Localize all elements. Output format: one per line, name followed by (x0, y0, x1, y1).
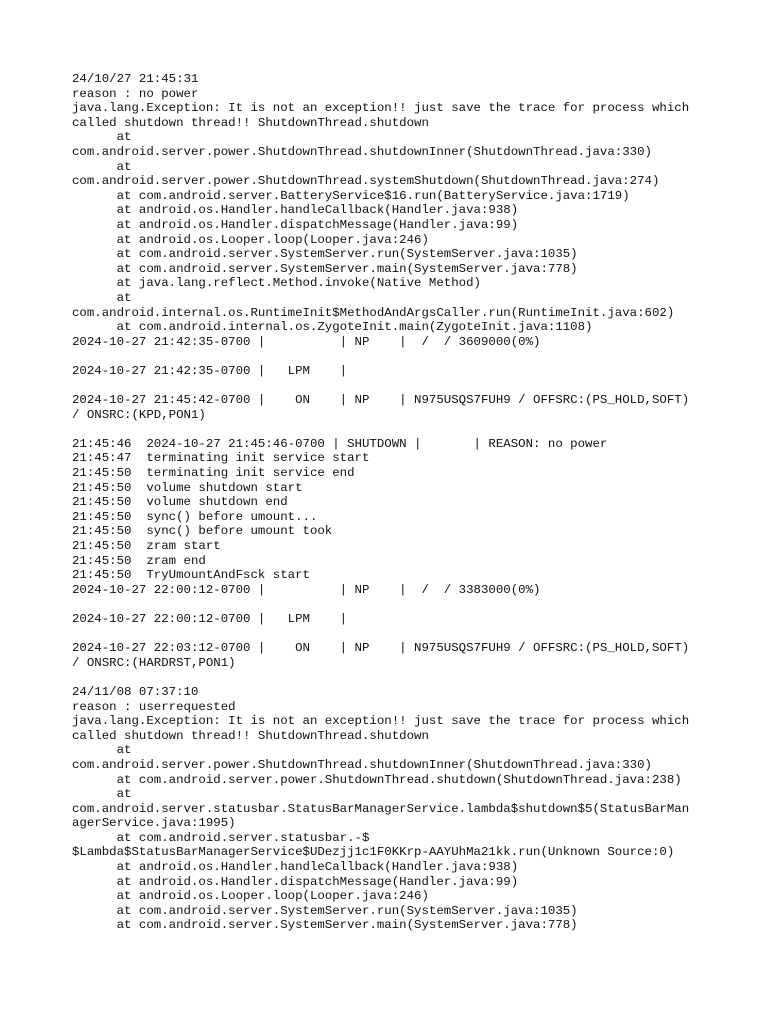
log-line: 21:45:50 zram end (72, 553, 206, 568)
log-line: 2024-10-27 21:45:42-0700 | ON | NP | N975USQS7FUH9 / OFFSRC:(PS_HOLD,SOFT) (72, 393, 690, 408)
log-line: / ONSRC:(KPD,PON1) (72, 407, 206, 422)
log-line: 21:45:50 terminating init service end (72, 466, 355, 481)
log-line: 2024-10-27 21:42:35-0700 | LPM | (72, 363, 348, 378)
log-line: at android.os.Looper.loop(Looper.java:246) (72, 232, 429, 247)
log-line: 21:45:47 terminating init service start (72, 451, 370, 466)
log-line: 21:45:50 sync() before umount... (72, 509, 318, 524)
log-line: called shutdown thread!! ShutdownThread.shutdown (72, 728, 429, 743)
log-line: at com.android.server.BatteryService$16.run(BatteryService.java:1719) (72, 188, 630, 203)
log-line: reason : no power (72, 86, 199, 101)
log-line: reason : userrequested (72, 699, 236, 714)
log-line: at com.android.server.SystemServer.run(SystemServer.java:1035) (72, 247, 578, 262)
log-line: com.android.server.statusbar.StatusBarManagerService.lambda$shutdown$5(StatusBarMan (72, 801, 690, 816)
log-line: 2024-10-27 22:00:12-0700 | | NP | / / 3383000(0%) (72, 582, 541, 597)
log-line: at android.os.Looper.loop(Looper.java:246) (72, 889, 429, 904)
log-line: at com.android.internal.os.ZygoteInit.main(ZygoteInit.java:1108) (72, 320, 593, 335)
log-line: com.android.server.power.ShutdownThread.systemShutdown(ShutdownThread.java:274) (72, 174, 660, 189)
log-line: at com.android.server.SystemServer.run(SystemServer.java:1035) (72, 903, 578, 918)
log-line: 21:45:50 TryUmountAndFsck start (72, 568, 310, 583)
log-line: at com.android.server.power.ShutdownThread.shutdown(ShutdownThread.java:238) (72, 772, 682, 787)
log-line (72, 422, 712, 437)
log-line: $Lambda$StatusBarManagerService$UDezjj1c1F0KKrp-AAYUhMa21kk.run(Unknown Source:0) (72, 845, 675, 860)
log-line (72, 349, 712, 364)
log-line: at java.lang.reflect.Method.invoke(Native Method) (72, 276, 481, 291)
log-document (72, 72, 712, 933)
log-line: at (72, 787, 132, 802)
log-line: 21:45:50 volume shutdown start (72, 480, 303, 495)
log-line: 21:45:50 volume shutdown end (72, 495, 288, 510)
log-line: at (72, 290, 132, 305)
log-line: 24/11/08 07:37:10 (72, 684, 199, 699)
log-line (72, 670, 712, 685)
log-line: 2024-10-27 22:00:12-0700 | LPM | (72, 611, 348, 626)
log-line: com.android.internal.os.RuntimeInit$MethodAndArgsCaller.run(RuntimeInit.java:602) (72, 305, 675, 320)
log-line: at android.os.Handler.handleCallback(Handler.java:938) (72, 860, 519, 875)
log-line: at com.android.server.SystemServer.main(SystemServer.java:778) (72, 918, 578, 933)
log-line: at (72, 130, 132, 145)
log-line: at (72, 743, 132, 758)
log-line: at (72, 159, 132, 174)
log-line: at android.os.Handler.dispatchMessage(Handler.java:99) (72, 874, 519, 889)
log-line: 21:45:50 sync() before umount took (72, 524, 333, 539)
log-line: agerService.java:1995) (72, 816, 236, 831)
log-line: com.android.server.power.ShutdownThread.shutdownInner(ShutdownThread.java:330) (72, 757, 652, 772)
log-line: at com.android.server.SystemServer.main(SystemServer.java:778) (72, 261, 578, 276)
log-line (72, 597, 712, 612)
log-line: at android.os.Handler.dispatchMessage(Handler.java:99) (72, 217, 519, 232)
log-line (72, 378, 712, 393)
log-line: 24/10/27 21:45:31 (72, 72, 199, 86)
log-line: 21:45:50 zram start (72, 539, 221, 553)
log-line: 2024-10-27 22:03:12-0700 | ON | NP | N975USQS7FUH9 / OFFSRC:(PS_HOLD,SOFT) (72, 641, 690, 656)
log-line: 21:45:46 2024-10-27 21:45:46-0700 | SHUTDOWN | | REASON: no power (72, 436, 608, 451)
log-line: / ONSRC:(HARDRST,PON1) (72, 655, 236, 670)
log-line: at android.os.Handler.handleCallback(Handler.java:938) (72, 203, 519, 218)
log-line: java.lang.Exception: It is not an exception!! just save the trace for process which (72, 714, 690, 729)
log-line: 2024-10-27 21:42:35-0700 | | NP | / / 3609000(0%) (72, 334, 541, 349)
log-line: called shutdown thread!! ShutdownThread.shutdown (72, 115, 429, 130)
log-line (72, 627, 712, 642)
log-line: com.android.server.power.ShutdownThread.shutdownInner(ShutdownThread.java:330) (72, 144, 652, 159)
log-line: java.lang.Exception: It is not an exception!! just save the trace for process which (72, 101, 690, 116)
log-line: at com.android.server.statusbar.-$ (72, 830, 370, 845)
